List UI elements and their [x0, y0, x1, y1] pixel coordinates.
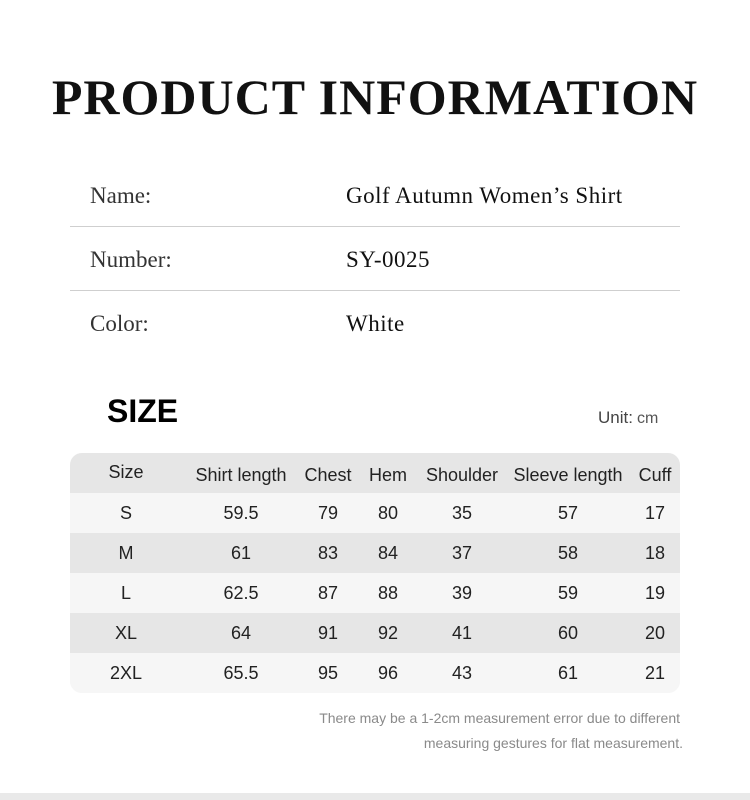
table-cell: 62.5: [223, 583, 259, 603]
table-row: [70, 533, 680, 573]
table-cell: 35: [451, 503, 473, 523]
table-header-cell: Shirt length: [195, 465, 287, 485]
table-header-cell: Size: [108, 462, 144, 482]
info-value: White: [346, 311, 405, 336]
table-cell: 57: [557, 503, 579, 523]
table-cell: M: [118, 543, 134, 563]
unit-label-text: Unit:: [598, 408, 633, 427]
table-header-cell: Shoulder: [425, 465, 499, 485]
table-cell: 64: [230, 623, 252, 643]
table-cell: 61: [230, 543, 252, 563]
table-cell: 83: [317, 543, 339, 563]
table-row: [70, 613, 680, 653]
table-row: [70, 653, 680, 693]
table-cell: 2XL: [109, 663, 143, 683]
table-cell: 87: [317, 583, 339, 603]
table-cell: 61: [557, 663, 579, 683]
info-label: Color:: [90, 311, 149, 336]
table-cell: 58: [557, 543, 579, 563]
table-cell: 37: [451, 543, 473, 563]
table-cell: 17: [644, 503, 666, 523]
page-title: PRODUCT INFORMATION: [51, 69, 699, 125]
table-cell: 80: [377, 503, 399, 523]
info-label: Name:: [90, 183, 152, 208]
table-cell: 18: [644, 543, 666, 563]
info-value: Golf Autumn Women’s Shirt: [346, 183, 623, 208]
bottom-divider: [0, 793, 750, 800]
size-heading: SIZE: [107, 393, 179, 429]
table-cell: 79: [317, 503, 339, 523]
info-row-color: [70, 291, 680, 355]
table-cell: 60: [557, 623, 579, 643]
table-row: [70, 573, 680, 613]
unit-label: [598, 408, 658, 428]
table-cell: 96: [377, 663, 399, 683]
table-header-row: [70, 453, 680, 493]
table-header-cell: Hem: [368, 465, 407, 485]
table-cell: 95: [317, 663, 339, 683]
table-header-cell: Chest: [304, 465, 352, 485]
info-label: Number:: [90, 247, 172, 272]
table-cell: 88: [377, 583, 399, 603]
table-cell: 41: [451, 623, 473, 643]
table-cell: 59: [557, 583, 579, 603]
table-cell: 84: [377, 543, 399, 563]
table-cell: 92: [377, 623, 399, 643]
table-row: [70, 493, 680, 533]
table-cell: XL: [114, 623, 138, 643]
unit-value: cm: [636, 410, 659, 427]
table-cell: 21: [644, 663, 666, 683]
table-header-cell: Cuff: [638, 465, 672, 485]
table-cell: 59.5: [223, 503, 259, 523]
table-cell: 19: [644, 583, 666, 603]
measurement-note: measuring gestures for flat measurement.: [423, 735, 683, 751]
table-cell: L: [120, 583, 131, 603]
table-cell: 43: [451, 663, 473, 683]
table-cell: S: [119, 503, 132, 523]
measurement-note: There may be a 1-2cm measurement error due to different: [319, 710, 680, 726]
info-value: SY-0025: [346, 247, 431, 272]
table-header-cell: Sleeve length: [513, 465, 623, 485]
info-row-name: [70, 163, 680, 227]
product-info: [70, 163, 680, 355]
table-cell: 65.5: [223, 663, 259, 683]
table-cell: 20: [644, 623, 666, 643]
table-cell: 39: [451, 583, 473, 603]
info-row-number: [70, 227, 680, 291]
table-cell: 91: [317, 623, 339, 643]
size-table: [70, 453, 680, 693]
